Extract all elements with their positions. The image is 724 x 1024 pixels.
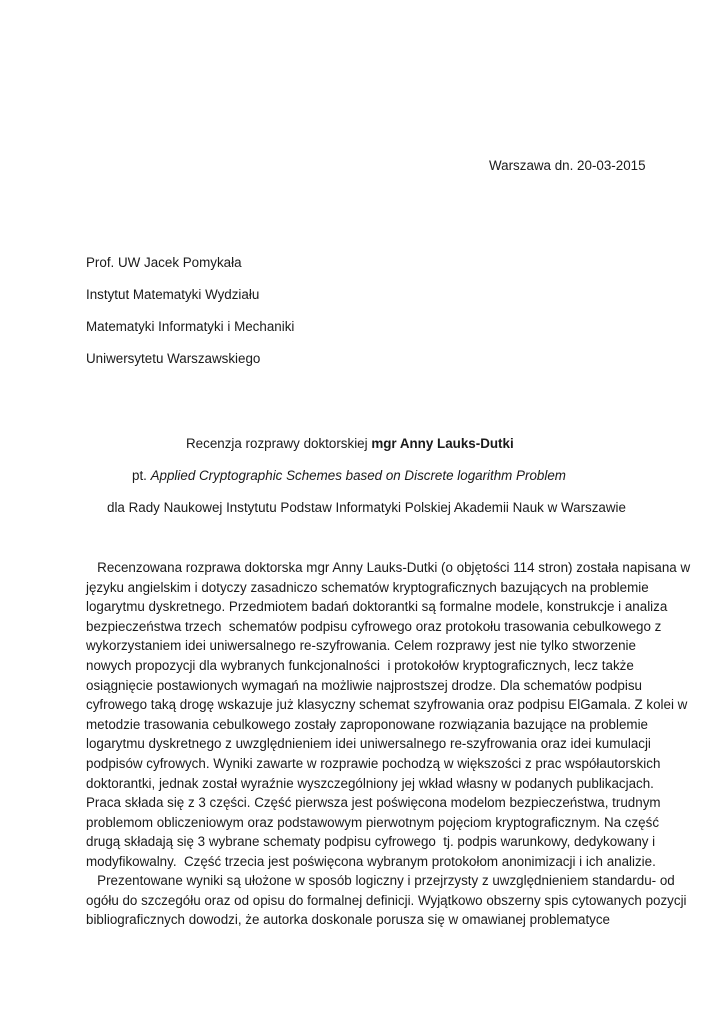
paragraph-2 <box>86 871 687 930</box>
date-line: Warszawa dn. 20-03-2015 <box>489 158 646 173</box>
paragraph-line: cyfrowego taką drogę wskazuje już klasyczny schemat szyfrowania oraz podpisu ElGamala. Z kolei w <box>86 697 688 713</box>
paragraph-line: wykorzystaniem idei uniwersalnego re-szyfrowania. Celem rozprawy jest nie tylko stworzenie <box>86 638 636 654</box>
paragraph-line: metodzie trasowania cebulkowego zostały zaproponowane rozwiązania bazujące na problemie <box>86 716 648 732</box>
paragraph-line: Prezentowane wyniki są ułożone w sposób logiczny i przejrzysty z uwzględnieniem standardu- od <box>86 873 675 888</box>
review-title <box>186 435 514 452</box>
paragraph-line: języku angielskim i dotyczy zasadniczo schematów kryptograficznych bazujących na problemie <box>86 579 649 595</box>
dissertation-title-text: Applied Cryptographic Schemes based on Discrete logarithm Problem <box>150 468 566 483</box>
addressee-line-1: Prof. UW Jacek Pomykała <box>86 255 242 270</box>
paragraph-line: ogółu do szczegółu oraz od opisu do formalnej definicji. Wyjątkowo obszerny spis cytowanych pozycji <box>86 892 687 908</box>
paragraph-line: logarytmu dyskretnego. Przedmiotem badań doktorantki są formalne modele, konstrukcje i analiza <box>86 599 668 615</box>
paragraph-1 <box>86 558 691 872</box>
paragraph-line: nowych propozycji dla wybranych funkcjonalności i protokołów kryptograficznych, lecz także <box>86 657 634 673</box>
paragraph-line: bibliograficznych dowodzi, że autorka doskonale porusza się w omawianej problematyce <box>86 912 611 928</box>
candidate-name: mgr Anny Lauks-Dutki <box>371 436 514 451</box>
paragraph-line: podpisów cyfrowych. Wyniki zawarte w rozprawie pochodzą w większości z prac współautorskich <box>86 755 661 771</box>
paragraph-line: problemom obliczeniowym oraz podstawowym pierwotnym pojęciom kryptograficznym. Na część <box>86 814 660 830</box>
addressee-line-3: Matematyki Informatyki i Mechaniki <box>86 319 295 334</box>
paragraph-line: modyfikowalny. Część trzecia jest poświęcona wybranym protokołom anonimizacji i ich analizie. <box>86 853 656 869</box>
paragraph-line: doktorantki, jednak został wyraźnie wyszczególniony jej wkład własny w podanych publikacjach. <box>86 775 654 791</box>
addressee-line-4: Uniwersytetu Warszawskiego <box>86 351 261 366</box>
paragraph-line: drugą składają się 3 wybrane schematy podpisu cyfrowego tj. podpis warunkowy, dedykowany i <box>86 834 656 850</box>
review-title-prefix: Recenzja rozprawy doktorskiej <box>186 436 372 451</box>
paragraph-line: Recenzowana rozprawa doktorska mgr Anny Lauks-Dutki (o objętości 114 stron) została napisana w <box>86 560 691 575</box>
dissertation-title <box>132 467 566 484</box>
dissertation-title-prefix: pt. <box>132 468 151 483</box>
council-line: dla Rady Naukowej Instytutu Podstaw Informatyki Polskiej Akademii Nauk w Warszawie <box>107 500 626 515</box>
paragraph-line: logarytmu dyskretnego z uwzględnieniem idei uniwersalnego re-szyfrowania oraz idei kumulacji <box>86 736 651 752</box>
paragraph-line: osiągnięcie postawionych wymagań na możliwie najprostszej drodze. Dla schematów podpisu <box>86 677 642 693</box>
addressee-line-2: Instytut Matematyki Wydziału <box>86 287 260 302</box>
paragraph-line: Praca składa się z 3 części. Część pierwsza jest poświęcona modelom bezpieczeństwa, trudnym <box>86 795 661 811</box>
paragraph-line: bezpieczeństwa trzech schematów podpisu cyfrowego oraz protokołu trasowania cebulkowego z <box>86 618 662 634</box>
